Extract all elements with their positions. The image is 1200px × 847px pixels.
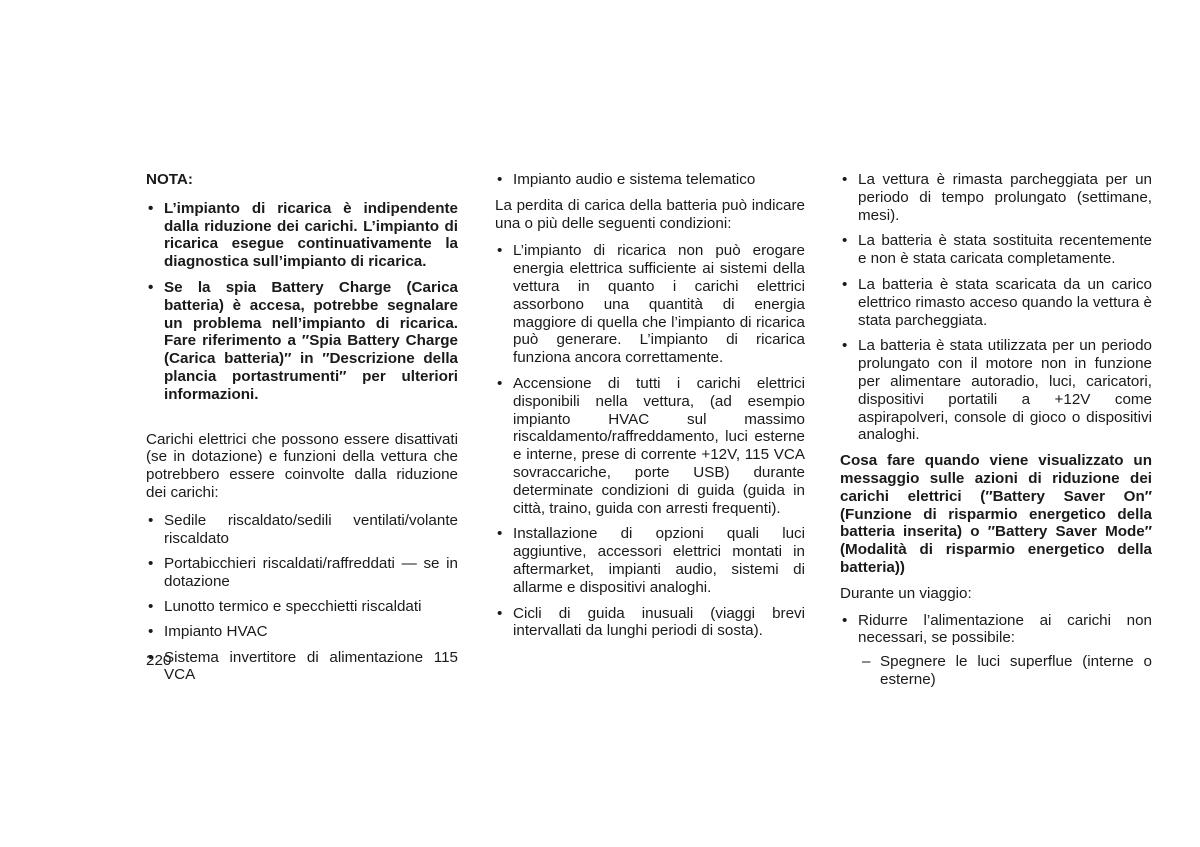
column-left [146, 171, 458, 684]
list-item: • Sistema invertitore di alimentazione 115 VCA [146, 649, 458, 685]
list-item [840, 612, 1152, 689]
nota-heading: NOTA: [146, 171, 193, 188]
loads-intro: Carichi elettrici che possono essere disattivati (se in dotazione) e funzioni della vettura che potrebbero essere coinvolte dalla riduzione dei carichi: [146, 430, 458, 501]
list-item: • Cicli di guida inusuali (viaggi brevi intervallati da lunghi periodi di sosta). [495, 605, 805, 641]
list-item: • Portabicchieri riscaldati/raffreddati — se in dotazione [146, 555, 458, 591]
loads-list [146, 512, 458, 684]
sub-list [858, 653, 1152, 689]
list-item: • L’impianto di ricarica non può erogare energia elettrica sufficiente ai sistemi della vettura in quanto i carichi elettrici assorbono una quantità di energia maggiore di quella che l’impianto di ricarica può generare. L’impianto di ricarica funziona ancora correttamente. [495, 242, 805, 367]
list-item: • Lunotto termico e specchietti riscaldati [146, 598, 458, 616]
list-item: • Impianto HVAC [146, 623, 458, 641]
list-item: • Installazione di opzioni quali luci aggiuntive, accessori elettrici montati in aftermarket, impianti audio, sistemi di allarme e dispositivi analoghi. [495, 525, 805, 596]
nota-list [146, 200, 458, 404]
page-number: 220 [146, 652, 172, 669]
list-item: • Sedile riscaldato/sedili ventilati/volante riscaldato [146, 512, 458, 548]
column-right [840, 171, 1152, 689]
sub-list-item: – Spegnere le luci superflue (interne o esterne) [858, 653, 1152, 689]
during-trip-label: Durante un viaggio: [840, 584, 972, 602]
nota-bullet: • Se la spia Battery Charge (Carica batteria) è accesa, potrebbe segnalare un problema nell’impianto di ricarica. Fare riferimento a ″Spia Battery Charge (Carica batteria)″ in ″Descrizione della plancia portastrumenti″ per ulteriori informazioni. [146, 279, 458, 404]
continued-list [495, 171, 805, 189]
conditions-list-continued [840, 171, 1152, 444]
list-item: • Impianto audio e sistema telematico [495, 171, 805, 189]
list-item: • La batteria è stata sostituita recentemente e non è stata caricata completamente. [840, 232, 1152, 268]
nota-bullet: • L’impianto di ricarica è indipendente dalla riduzione dei carichi. L’impianto di ricarica esegue continuativamente la diagnostica sull’impianto di ricarica. [146, 200, 458, 271]
column-middle [495, 171, 805, 640]
section-heading: Cosa fare quando viene visualizzato un messaggio sulle azioni di riduzione dei carichi elettrici (″Battery Saver On″ (Funzione di risparmio energetico della batteria inserita) o ″Battery Saver Mode″ (Modalità di risparmio energetico della batteria)) [840, 452, 1152, 576]
actions-list [840, 612, 1152, 689]
conditions-list [495, 242, 805, 640]
list-item: • Accensione di tutti i carichi elettrici disponibili nella vettura, (ad esempio impianto HVAC sul massimo riscaldamento/raffreddamento, luci esterne e interne, prese di corrente +12V, 115 VCA sovraccariche, porte USB) durante determinate condizioni di guida (guida in città, traino, guida con arresti frequenti). [495, 375, 805, 517]
action-text: Ridurre l’alimentazione ai carichi non necessari, se possibile: [858, 611, 1152, 647]
list-item: • La vettura è rimasta parcheggiata per un periodo di tempo prolungato (settimane, mesi). [840, 171, 1152, 224]
conditions-intro: La perdita di carica della batteria può indicare una o più delle seguenti condizioni: [495, 196, 805, 232]
list-item: • La batteria è stata scaricata da un carico elettrico rimasto acceso quando la vettura è stata parcheggiata. [840, 276, 1152, 329]
list-item: • La batteria è stata utilizzata per un periodo prolungato con il motore non in funzione per alimentare autoradio, luci, caricatori, dispositivi portatili a +12V come aspirapolveri, console di gioco o dispositivi analoghi. [840, 337, 1152, 444]
